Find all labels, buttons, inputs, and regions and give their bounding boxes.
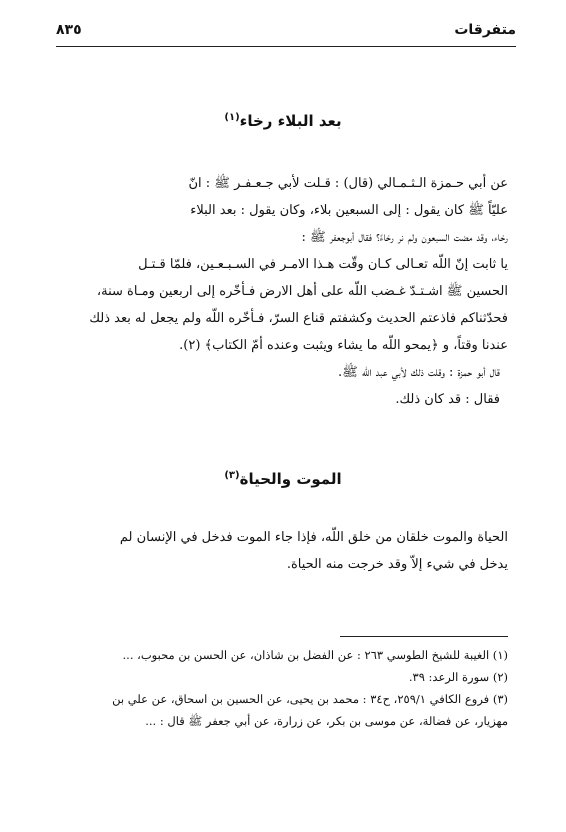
footnote-ref-1: (١) — [224, 112, 240, 123]
section-heading-1 — [0, 112, 566, 130]
section-1-body — [58, 170, 508, 413]
section-2-body — [58, 524, 508, 578]
footnote-divider — [340, 636, 508, 637]
text-line: يا ثابت إنّ اللّه تعـالى كـان وقّت هـذا الامـر في السـبـعـين، فلمّا قـتـل — [138, 257, 508, 272]
section-heading-2 — [0, 470, 566, 488]
text-line: رخاء، وقد مضت السبعون ولم نر رخاءً؟ فقال أبوجعفر ﷺ : — [301, 230, 508, 245]
footnote-continuation: مهزيار، عن فضالة، عن موسى بن بكر، عن زرارة، عن أبي جعفر ﷺ قال : ... — [145, 714, 508, 728]
text-line: الحسين ﷺ اشـتـدّ غـضب اللّه على أهل الارض فـأخّره إلى اربعين ومـاة سنة، — [96, 284, 508, 299]
footnote-ref-3: (٣) — [224, 470, 240, 481]
footnotes — [58, 644, 508, 732]
text-line: عليّاً ﷺ كان يقول : إلى السبعين بلاء، وكان يقول : بعد البلاء — [190, 203, 508, 218]
footnote: (٢) سورة الرعد: ٣٩. — [408, 670, 508, 684]
running-title: متفرقات — [454, 22, 516, 38]
header-divider — [56, 46, 516, 47]
page-number: ٨٣٥ — [56, 22, 82, 38]
text-line: قال أبو حمزة : وقلت ذلك لأبي عبد اللّه ﷺ. — [337, 365, 500, 380]
footnote: (٣) فروع الكافي ٢٥٩/١، ح٣٤ : محمد بن يحيى، عن الحسين بن اسحاق، عن علي بن — [112, 692, 508, 706]
text-line: الحياة والموت خلقان من خلق اللّه، فإذا جاء الموت فدخل في الإنسان لم — [119, 530, 508, 545]
text-line: عندنا وقتاً، و ﴿يمحو اللّه ما يشاء ويثبت وعنده أمّ الكتاب﴾ (٢). — [179, 338, 508, 353]
text-line: فحدّثناكم فاذعتم الحديث وكشفتم قناع السرّ، فـأخّره اللّه ولم يجعل له بعد ذلك — [89, 311, 508, 326]
section-title-1: بعد البلاء رخاء — [239, 112, 342, 130]
text-line: يدخل في شيء إلاّ وقد خرجت منه الحياة. — [286, 557, 508, 572]
text-line: عن أبي حـمزة الـثـمـالي (قال) : قـلت لأبي جـعـفـر ﷺ : انّ — [188, 176, 508, 191]
page-header — [56, 22, 516, 44]
section-title-2: الموت والحياة — [239, 470, 342, 488]
text-line: فقال : قد كان ذلك. — [395, 392, 500, 407]
footnote: (١) الغيبة للشيخ الطوسي ٢٦٣ : عن الفضل بن شاذان، عن الحسن بن محبوب، ... — [122, 648, 508, 662]
